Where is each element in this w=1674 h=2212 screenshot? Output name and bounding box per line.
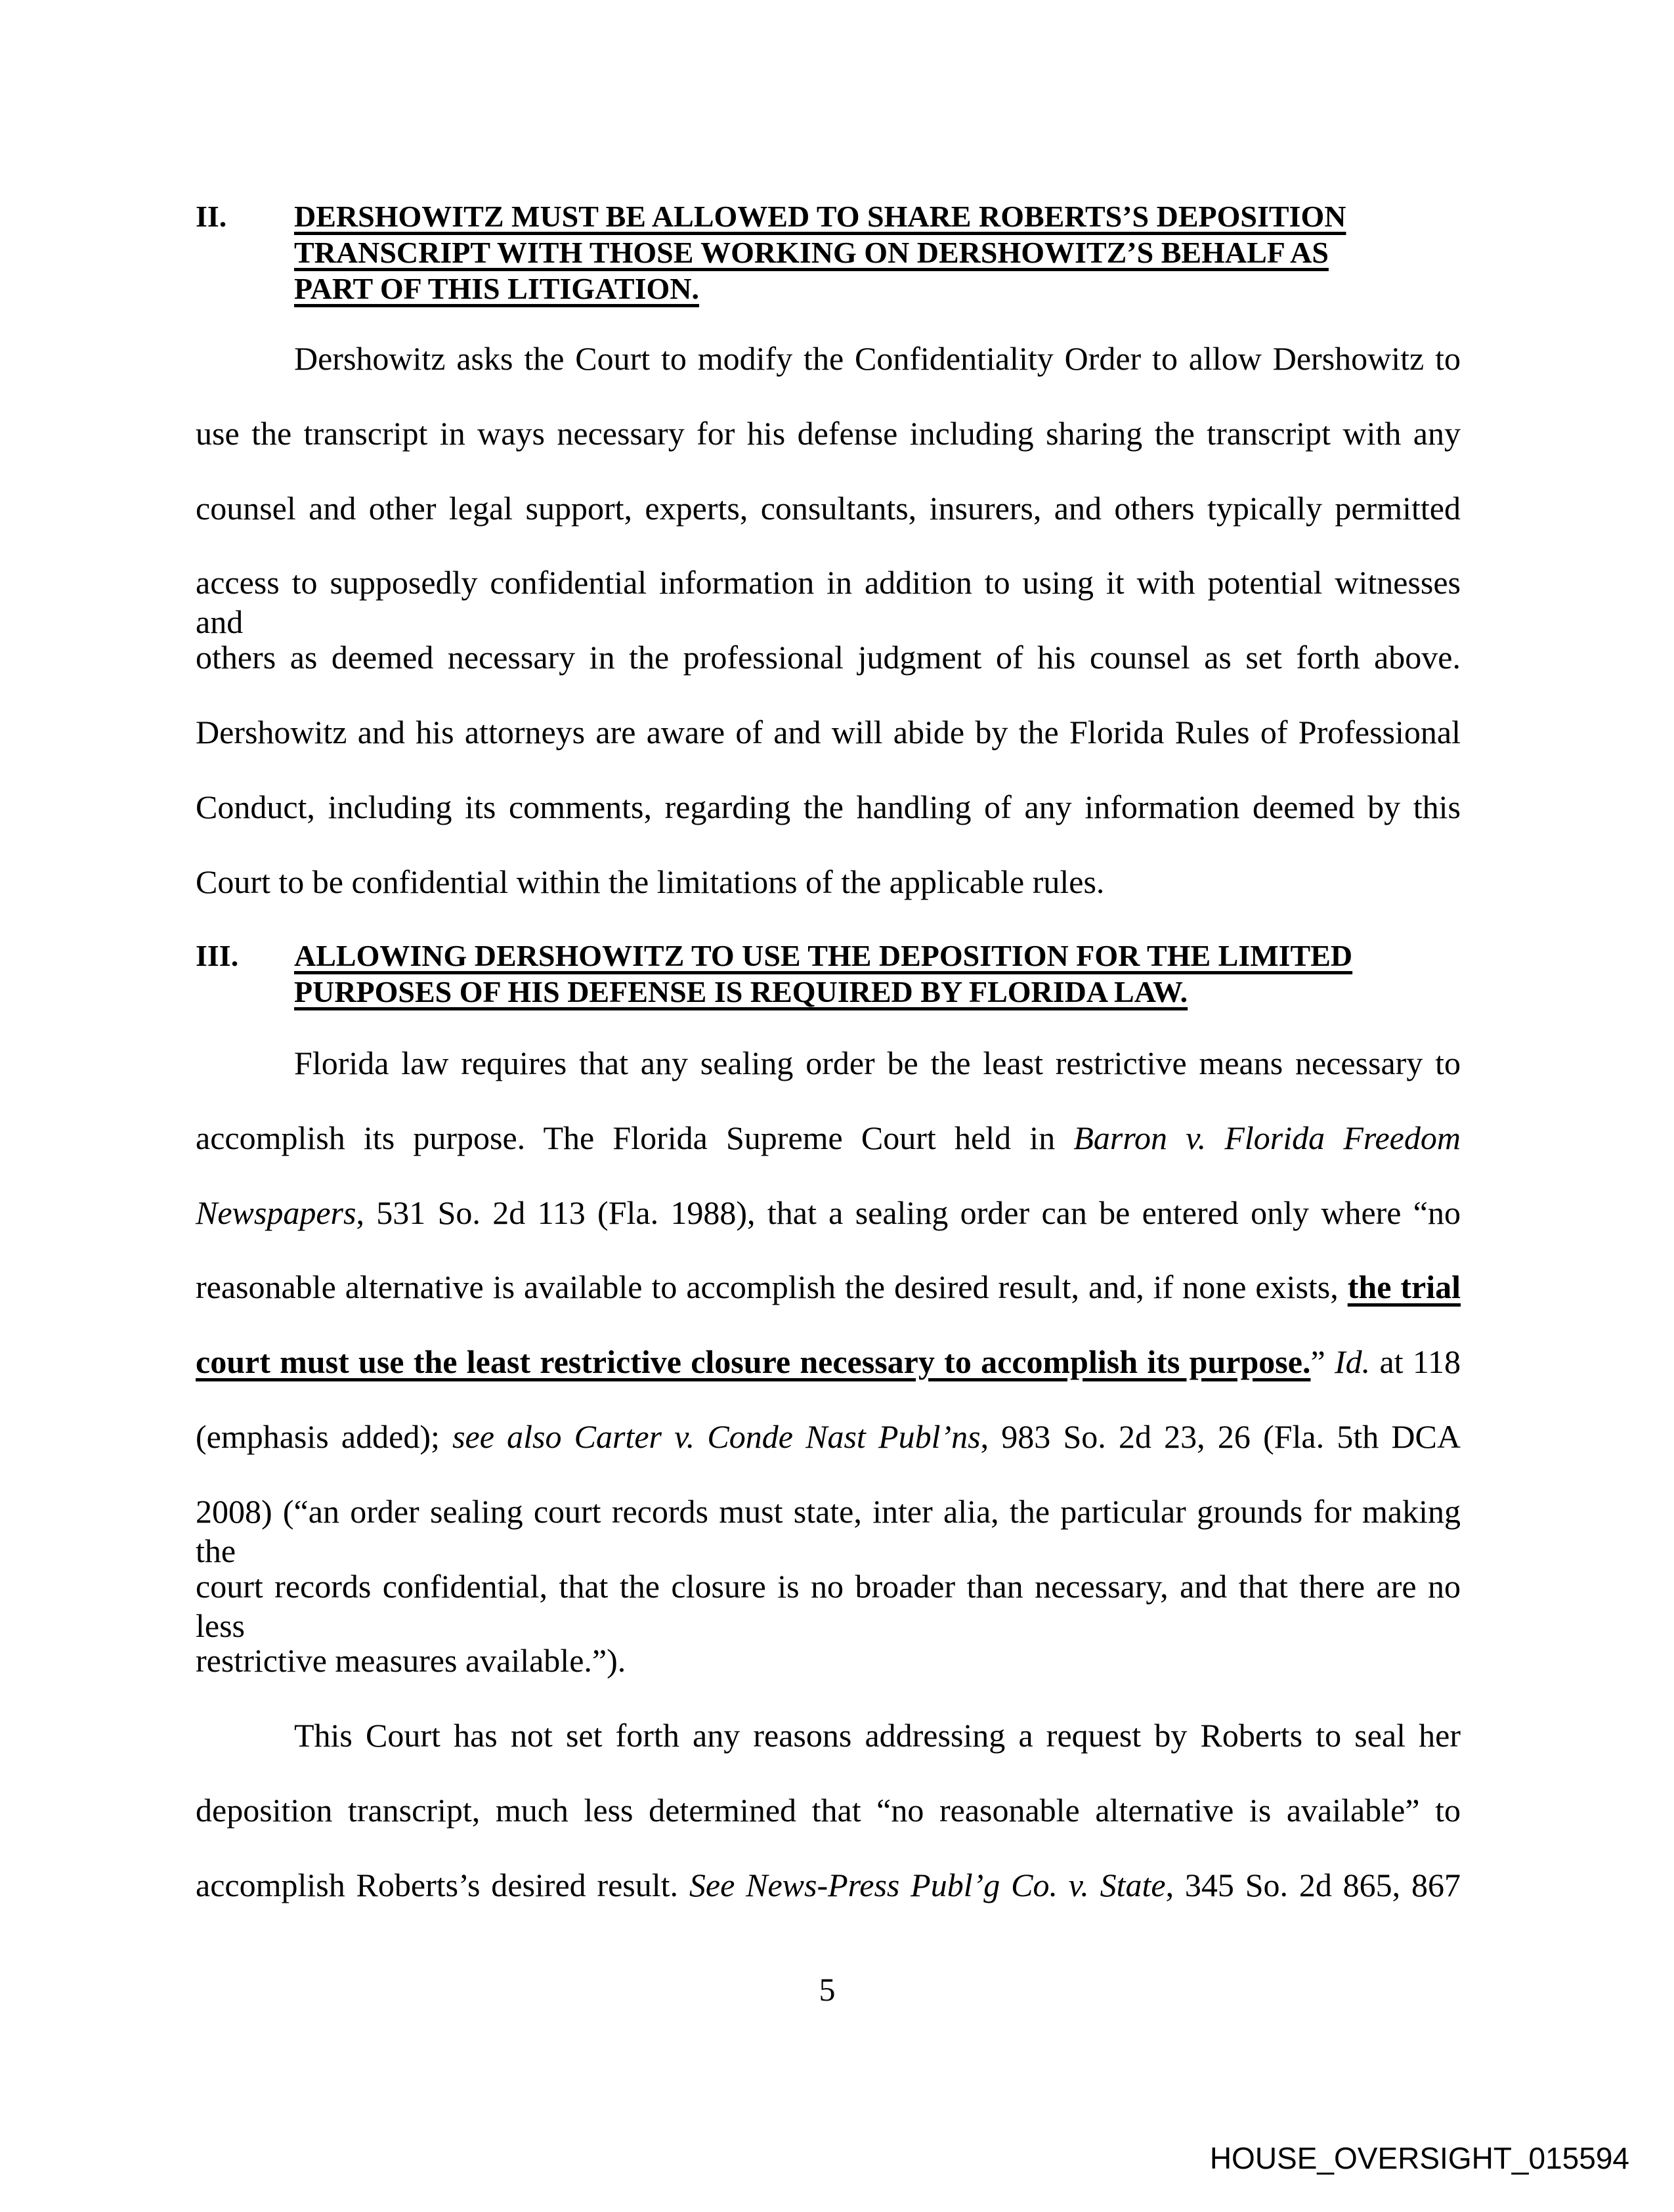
italic-citation: Id. bbox=[1334, 1343, 1371, 1381]
text-run: accomplish Roberts’s desired result. bbox=[196, 1866, 689, 1903]
text-run: restrictive measures available.”). bbox=[196, 1642, 626, 1680]
paragraph-line bbox=[196, 1193, 1461, 1232]
text-run: deposition transcript, much less determined that “no reasonable alternative is available” to bbox=[196, 1791, 1461, 1829]
text-run: access to supposedly confidential information in addition to using it with potential witnesses and bbox=[196, 564, 1461, 641]
text-run: ” bbox=[1310, 1343, 1335, 1381]
text-run: use the transcript in ways necessary for his defense including sharing the transcript with any bbox=[196, 414, 1461, 452]
heading-line: PART OF THIS LITIGATION. bbox=[294, 272, 699, 305]
paragraph-line bbox=[196, 1641, 1461, 1680]
paragraph-line bbox=[196, 1567, 1461, 1645]
paragraph-line bbox=[196, 1865, 1461, 1905]
bates-number: HOUSE_OVERSIGHT_015594 bbox=[1209, 2141, 1629, 2175]
italic-citation: see also Carter v. Conde Nast Publ’ns bbox=[452, 1418, 981, 1455]
text-run: 2008) (“an order sealing court records must state, inter alia, the particular grounds for making the bbox=[196, 1492, 1461, 1569]
text-run: This Court has not set forth any reasons addressing a request by Roberts to seal her bbox=[294, 1717, 1461, 1754]
text-run: Dershowitz asks the Court to modify the Confidentiality Order to allow Dershowitz to bbox=[294, 340, 1461, 377]
heading-line: ALLOWING DERSHOWITZ TO USE THE DEPOSITION FOR THE LIMITED bbox=[294, 939, 1353, 972]
paragraph-line bbox=[196, 414, 1461, 453]
text-run: court records confidential, that the closure is no broader than necessary, and that there are no less bbox=[196, 1567, 1461, 1644]
paragraph-line bbox=[294, 1043, 1461, 1083]
paragraph-line bbox=[294, 339, 1461, 378]
text-run: others as deemed necessary in the professional judgment of his counsel as set forth above. bbox=[196, 639, 1461, 676]
text-run: , 531 So. 2d 113 (Fla. 1988), that a sealing order can be entered only where “no bbox=[356, 1194, 1461, 1231]
paragraph-line bbox=[196, 862, 1461, 901]
emphasis-text: the trial bbox=[1347, 1269, 1461, 1306]
section-3-number: III. bbox=[196, 939, 239, 972]
text-run: Florida law requires that any sealing order be the least restrictive means necessary to bbox=[294, 1045, 1461, 1081]
paragraph-line bbox=[196, 1492, 1461, 1571]
paragraph-line bbox=[196, 787, 1461, 827]
text-run: , 345 So. 2d 865, 867 bbox=[1165, 1866, 1461, 1903]
text-run: reasonable alternative is available to accomplish the desired result, and, if none exists, bbox=[196, 1269, 1348, 1306]
text-run: at 118 bbox=[1370, 1343, 1461, 1381]
paragraph-line bbox=[196, 1118, 1461, 1158]
paragraph-line bbox=[196, 1267, 1461, 1307]
heading-line: TRANSCRIPT WITH THOSE WORKING ON DERSHOWITZ’S BEHALF AS bbox=[294, 236, 1329, 269]
text-run: Dershowitz and his attorneys are aware of and will abide by the Florida Rules of Professional bbox=[196, 714, 1461, 750]
italic-citation: Barron v. Florida Freedom bbox=[1073, 1119, 1461, 1156]
heading-line: DERSHOWITZ MUST BE ALLOWED TO SHARE ROBERTS’S DEPOSITION bbox=[294, 200, 1346, 233]
heading-line: PURPOSES OF HIS DEFENSE IS REQUIRED BY FLORIDA LAW. bbox=[294, 975, 1188, 1008]
page-number: 5 bbox=[819, 1971, 836, 2008]
paragraph-line bbox=[294, 1716, 1461, 1755]
emphasis-text: court must use the least restrictive closure necessary to accomplish its purpose. bbox=[196, 1343, 1311, 1381]
text-run: (emphasis added); bbox=[196, 1418, 453, 1455]
paragraph-line bbox=[196, 488, 1461, 528]
section-2-number: II. bbox=[196, 200, 227, 233]
text-run: Court to be confidential within the limitations of the applicable rules. bbox=[196, 863, 1105, 900]
paragraph-line bbox=[196, 1790, 1461, 1830]
paragraph-line bbox=[196, 563, 1461, 641]
paragraph-line bbox=[196, 1417, 1461, 1456]
text-run: Conduct, including its comments, regarding the handling of any information deemed by this bbox=[196, 788, 1461, 825]
text-run: counsel and other legal support, experts, consultants, insurers, and others typically permitted bbox=[196, 489, 1461, 527]
text-run: accomplish its purpose. The Florida Supreme Court held in bbox=[196, 1119, 1074, 1156]
italic-citation: See News-Press Publ’g Co. v. State bbox=[689, 1866, 1166, 1903]
text-run: , 983 So. 2d 23, 26 (Fla. 5th DCA bbox=[980, 1418, 1461, 1455]
italic-citation: Newspapers bbox=[196, 1194, 356, 1231]
paragraph-line bbox=[196, 638, 1461, 677]
paragraph-line bbox=[196, 712, 1461, 752]
paragraph-line bbox=[196, 1342, 1461, 1381]
